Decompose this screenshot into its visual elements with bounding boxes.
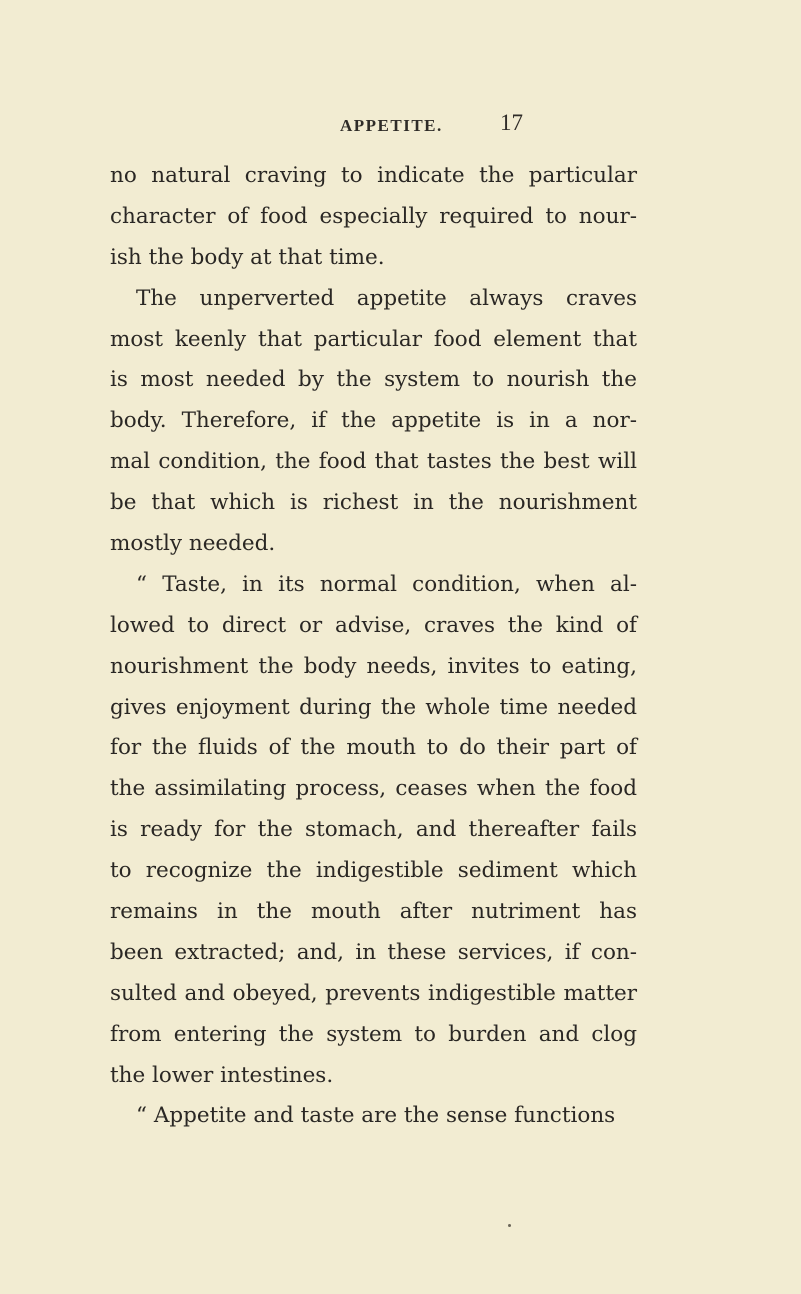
text-line: for the fluids of the mouth to do their part of bbox=[110, 735, 637, 761]
text-line: lowed to direct or advise, craves the kind of bbox=[110, 612, 637, 638]
text-line: be that which is richest in the nourishment bbox=[110, 490, 637, 516]
paper-speck bbox=[508, 1224, 511, 1227]
text-line: from entering the system to burden and clog bbox=[110, 1021, 637, 1047]
text-line: to recognize the indigestible sediment which bbox=[110, 858, 637, 884]
text-line: mal condition, the food that tastes the best will bbox=[110, 449, 637, 475]
text-line: been extracted; and, in these services, if con- bbox=[110, 939, 637, 965]
text-line: “ Appetite and taste are the sense functions bbox=[136, 1103, 616, 1129]
text-line: The unperverted appetite always craves bbox=[136, 285, 637, 311]
text-line: gives enjoyment during the whole time needed bbox=[110, 694, 637, 720]
text-line: ish the body at that time. bbox=[110, 244, 385, 270]
text-line: mostly needed. bbox=[110, 531, 276, 557]
text-line: no natural craving to indicate the particular bbox=[110, 163, 637, 188]
text-line: character of food especially required to nour- bbox=[110, 203, 637, 229]
text-line: most keenly that particular food element that bbox=[110, 326, 637, 352]
text-line: remains in the mouth after nutriment has bbox=[110, 899, 637, 925]
running-title: APPETITE. bbox=[340, 116, 443, 135]
text-line: the lower intestines. bbox=[110, 1062, 334, 1088]
text-line: “ Taste, in its normal condition, when al- bbox=[136, 571, 637, 597]
body-text bbox=[110, 156, 637, 1137]
page-number: 17 bbox=[500, 110, 523, 135]
text-line: nourishment the body needs, invites to eating, bbox=[110, 653, 637, 679]
text-line: is most needed by the system to nourish the bbox=[110, 367, 637, 393]
text-line: the assimilating process, ceases when the food bbox=[110, 776, 637, 802]
text-line: is ready for the stomach, and thereafter fails bbox=[110, 817, 637, 843]
text-line: sulted and obeyed, prevents indigestible matter bbox=[110, 980, 637, 1006]
text-line: body. Therefore, if the appetite is in a nor- bbox=[110, 408, 637, 434]
